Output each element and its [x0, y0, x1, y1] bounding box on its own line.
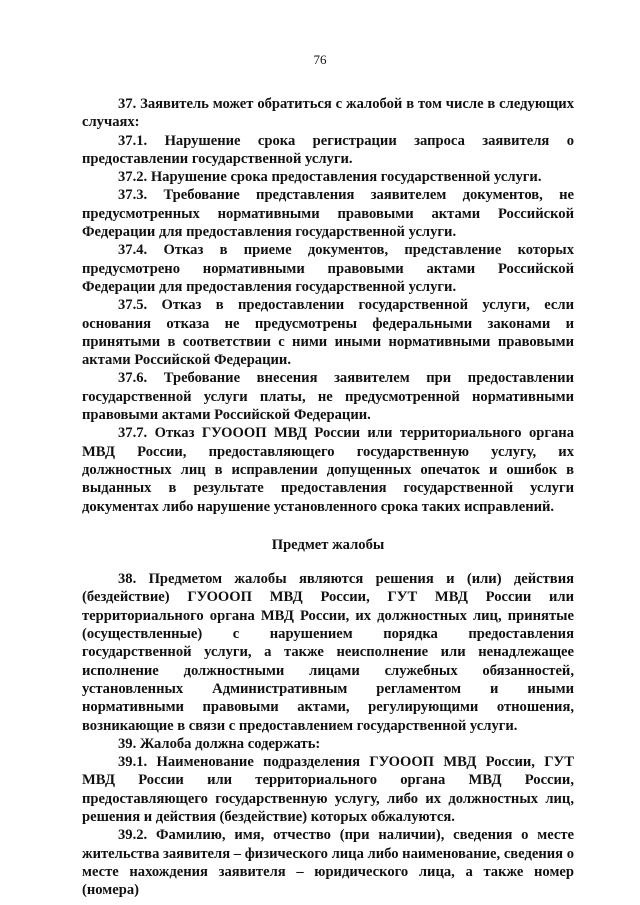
- paragraph-38: 38. Предметом жалобы являются решения и (или) действия (бездействие) ГУОООП МВД России, ГУТ МВД России или территориального органа МВД России, их должностных лиц, принятые (осуществленные) с нарушением порядка предоставления государственной услуги, а также неисполнение или ненадлежащее исполнение должностными лицами служебных обязанностей, установленных Административным регламентом и иными нормативными правовыми актами, регулирующими отношения, возникающие в связи с предоставлением государственной услуги.: [82, 571, 574, 734]
- paragraph-37-7: 37.7. Отказ ГУОООП МВД России или территориального органа МВД России, предоставляющего государственную услугу, их должностных лиц в исправлении допущенных опечаток и ошибок в выданных в результате предоставления государственной услуги документах либо нарушение установленного срока таких исправлений.: [82, 425, 574, 515]
- paragraph-37-4: 37.4. Отказ в приеме документов, представление которых предусмотрено нормативными правовыми актами Российской Федерации для предоставления государственной услуги.: [82, 242, 574, 295]
- paragraph-37-6: 37.6. Требование внесения заявителем при предоставлении государственной услуги платы, не предусмотренной нормативными правовыми актами Российской Федерации.: [82, 370, 574, 424]
- section-heading: Предмет жалобы: [271, 536, 385, 553]
- paragraph-37-1: 37.1. Нарушение срока регистрации запроса заявителя о предоставлении государственной услуги.: [82, 132, 574, 167]
- paragraph-37-5: 37.5. Отказ в предоставлении государственной услуги, если основания отказа не предусмотрены федеральными законами и принятыми в соответствии с ними иными нормативными правовыми актами Российской Федерации.: [82, 297, 574, 369]
- paragraph-37-3: 37.3. Требование представления заявителем документов, не предусмотренных нормативными правовыми актами Российской Федерации для предоставления государственной услуги.: [82, 187, 574, 241]
- paragraph-39-2: 39.2. Фамилию, имя, отчество (при наличии), сведения о месте жительства заявителя – физического лица либо наименование, сведения о месте нахождения заявителя – юридического лица, а также номер (номера): [82, 827, 574, 899]
- paragraph-37: 37. Заявитель может обратиться с жалобой в том числе в следующих случаях:: [82, 96, 574, 131]
- paragraph-39-1: 39.1. Наименование подразделения ГУОООП МВД России, ГУТ МВД России или территориального органа МВД России, предоставляющего государственную услугу, либо их должностных лиц, решения и действия (бездействие) которых обжалуются.: [82, 754, 574, 825]
- paragraph-39: 39. Жалоба должна содержать:: [118, 735, 321, 752]
- paragraph-37-2: 37.2. Нарушение срока предоставления государственной услуги.: [118, 169, 542, 186]
- document-body: [82, 95, 574, 899]
- page-number: 76: [313, 52, 327, 67]
